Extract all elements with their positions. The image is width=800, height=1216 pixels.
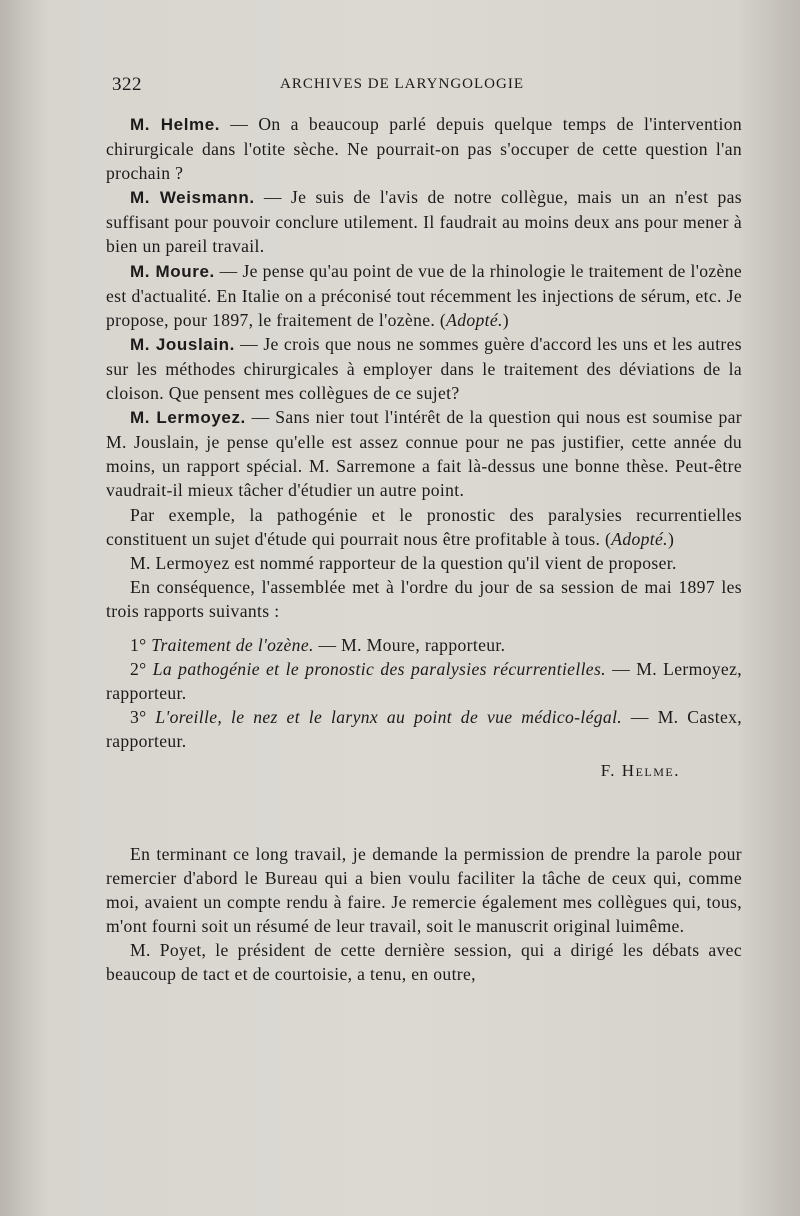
paragraph-text: — On a beaucoup parlé depuis quelque temps de l'intervention chirurgicale dans l'otite sèche. Ne pourrait-on pas s'occuper de cette question l'an prochain ? [106,114,742,184]
speaker-name: M. Jouslain. [130,334,235,354]
running-title: ARCHIVES DE LARYNGOLOGIE [280,76,524,92]
paragraph-text: — Sans nier tout l'intérêt de la question qui nous est soumise par M. Jouslain, je pense qu'elle est assez connue pour ne pas justifier, cette année du moins, un rapport spécial. M. Sarremone a fait là-dessus une bonne thèse. Peut-être vaudrait-il mieux tâcher d'étudier un autre point. [106,407,742,501]
report-item [106,633,742,657]
report-list [106,633,742,753]
paragraph-jouslain [106,332,742,405]
report-title: L'oreille, le nez et le larynx au point de vue médico-légal. [155,707,623,728]
paragraph-lermoyez [106,405,742,502]
paragraph-helme [106,112,742,185]
paragraph-text: Par exemple, la pathogénie et le pronostic des paralysies recurrentielles constituent un sujet d'étude qui pourrait nous être profitable à tous. ( [106,504,742,549]
paragraph-text: — Je suis de l'avis de notre collègue, mais un an n'est pas suffisant pour pouvoir conclure utilement. Il faudrait au moins deux ans pour mener à bien un pareil travail. [106,187,742,257]
speaker-name: M. Weismann. [130,188,255,208]
report-item [106,657,742,705]
paragraph-moure [106,259,742,332]
closing-section [106,842,742,987]
adopted-note: Adopté. [611,528,668,549]
report-rapporteur: — M. Castex, rapporteur. [106,707,743,752]
report-number: 2° [130,659,153,680]
paragraph-text-end: ) [502,309,510,330]
paragraph-example [106,503,742,551]
report-number: 1° [130,634,152,655]
report-item [106,705,742,753]
paragraph-text-end: ) [667,528,675,549]
paragraph-consequence: En conséquence, l'assemblée met à l'ordre du jour de sa session de mai 1897 les trois rapports suivants : [106,576,742,621]
speaker-name: M. Moure. [130,261,215,281]
main-text [106,112,742,986]
report-title: La pathogénie et le pronostic des paralysies récurrentielles. [152,659,606,680]
paragraph-weismann [106,185,742,258]
author-signature: F. Helme. [600,761,680,781]
speaker-name: M. Helme. [130,115,221,134]
closing-paragraph: M. Poyet, le président de cette dernière session, qui a dirigé les débats avec beaucoup de tact et de courtoisie, a tenu, en outre, [106,939,742,984]
page-number: 322 [112,74,142,95]
paragraph-text: — Je crois que nous ne sommes guère d'accord les uns et les autres sur les méthodes chirurgicales à employer dans le traitement des déviations de la cloison. Que pensent mes collègues de ce sujet? [106,333,743,404]
page-header [112,70,742,98]
speaker-name: M. Lermoyez. [130,408,246,428]
closing-paragraph: En terminant ce long travail, je demande la permission de prendre la parole pour remercier d'abord le Bureau qui a bien voulu faciliter la tâche de ceux qui, comme moi, avaient un compte rendu à faire. Je remercie également mes collègues qui, tous, m'ont fourni soit un résumé de leur travail, soit le manuscrit original luimême. [106,843,742,936]
report-rapporteur: — M. Lermoyez, rapporteur. [106,659,742,704]
report-title: Traitement de l'ozène. [151,634,314,655]
paragraph-nomination: M. Lermoyez est nommé rapporteur de la question qu'il vient de proposer. [130,552,677,573]
report-rapporteur: — M. Moure, rapporteur. [313,634,506,655]
report-number: 3° [130,707,156,728]
adopted-note: Adopté. [446,309,503,330]
paragraph-text: — Je pense qu'au point de vue de la rhinologie le traitement de l'ozène est d'actualité. En Italie on a préconisé tout récemment les injections de sérum, etc. Je propose, pour 1897, le fraitement de l'ozène. ( [106,260,743,330]
